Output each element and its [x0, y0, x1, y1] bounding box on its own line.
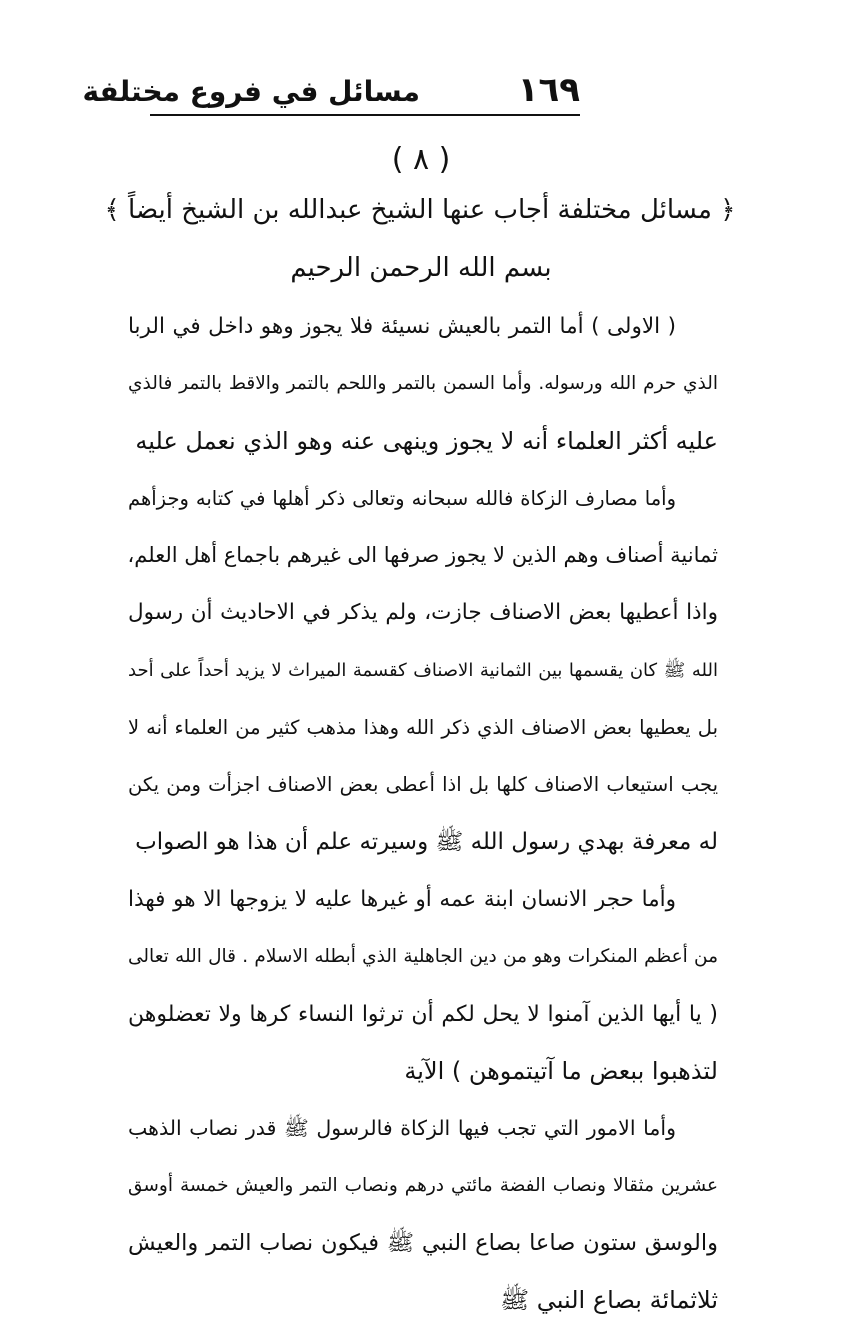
basmala: بسم الله الرحمن الرحيم [290, 253, 552, 283]
body-line: الله ﷺ كان يقسمها بين الثمانية الاصناف كقسمة الميراث لا يزيد أحداً على أحد [128, 659, 718, 681]
body-line: والوسق ستون صاعا بصاع النبي ﷺ فيكون نصاب التمر والعيش [128, 1229, 718, 1256]
section-title: ﴿ مسائل مختلفة أجاب عنها الشيخ عبدالله بن الشيخ أيضاً ﴾ [104, 195, 736, 225]
body-line: وأما حجر الانسان ابنة عمه أو غيرها عليه لا يزوجها الا هو فهذا [128, 886, 676, 912]
body-line: الذي حرم الله ورسوله. وأما السمن بالتمر واللحم بالتمر والاقط بالتمر فالذي [128, 373, 718, 395]
running-header [82, 68, 580, 118]
page-number: ١٦٩ [517, 70, 580, 110]
body-line: وأما الامور التي تجب فيها الزكاة فالرسول ﷺ قدر نصاب الذهب [128, 1116, 676, 1141]
body-line: له معرفة بهدي رسول الله ﷺ وسيرته علم أن هذا هو الصواب [135, 828, 718, 855]
body-line: يجب استيعاب الاصناف كلها بل اذا أعطى بعض الاصناف اجزأت ومن يكن [128, 773, 718, 797]
body-line: وأما مصارف الزكاة فالله سبحانه وتعالى ذكر أهلها في كتابه وجزأهم [128, 486, 676, 510]
header-rule [150, 114, 580, 116]
body-line: ( الاولى ) أما التمر بالعيش نسيئة فلا يجوز وهو داخل في الربا [128, 314, 676, 339]
running-title: مسائل في فروع مختلفة [82, 75, 420, 108]
body-line: ( يا أيها الذين آمنوا لا يحل لكم أن ترثوا النساء كرها ولا تعضلوهن [128, 1001, 718, 1027]
body-line: بل يعطيها بعض الاصناف الذي ذكر الله وهذا مذهب كثير من العلماء أنه لا [128, 716, 718, 740]
body-line: عليه أكثر العلماء أنه لا يجوز وينهى عنه وهو الذي نعمل عليه [135, 426, 718, 455]
body-text [128, 298, 718, 1329]
section-number: ( ٨ ) [391, 142, 451, 177]
body-line: واذا أعطيها بعض الاصناف جازت، ولم يذكر في الاحاديث أن رسول [128, 600, 718, 626]
body-line: عشرين مثقالا ونصاب الفضة مائتي درهم ونصاب التمر والعيش خمسة أوسق [128, 1175, 718, 1197]
body-line: لتذهبوا ببعض ما آتيتموهن ) الآية [404, 1056, 718, 1085]
body-line: من أعظم المنكرات وهو من دين الجاهلية الذي أبطله الاسلام . قال الله تعالى [128, 946, 718, 968]
body-line: ثمانية أصناف وهم الذين لا يجوز صرفها الى غيرهم باجماع أهل العلم، [128, 543, 718, 568]
body-line: ثلاثمائة بصاع النبي ﷺ [500, 1286, 718, 1315]
